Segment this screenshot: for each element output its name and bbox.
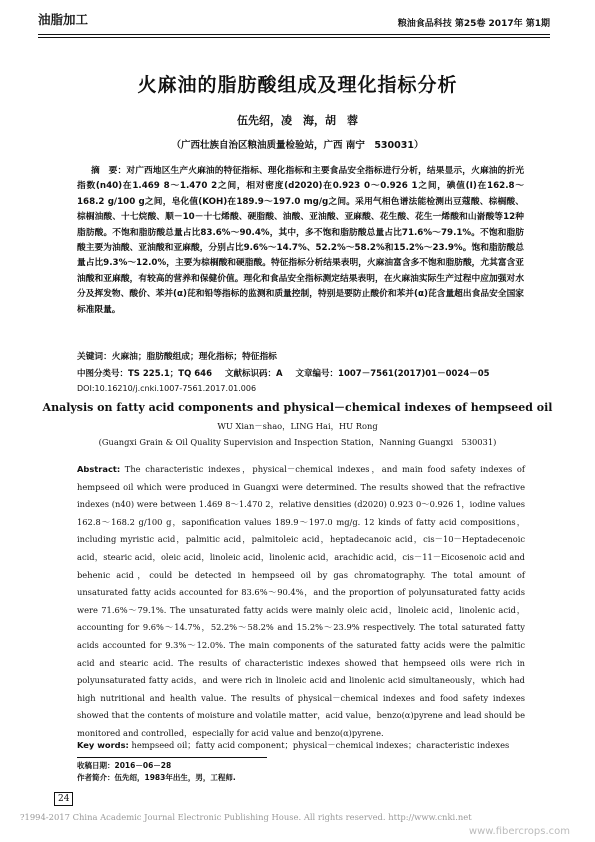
received-date: 收稿日期：2016－06－28 (77, 761, 172, 770)
abstract-chinese-label: 摘 要： (91, 166, 127, 176)
abstract-chinese (77, 164, 524, 318)
document-code: 文献标识码：A (224, 369, 283, 379)
copyright-footer: ?1994-2017 China Academic Journal Electronic Publishing House. All rights reserved. http://www.cnki.net (20, 812, 472, 822)
page-number: 24 (54, 792, 73, 806)
journal-section-label: 油脂加工 (38, 12, 89, 27)
keywords-english-label: Key words: (77, 740, 129, 750)
doi: DOI:10.16210/j.cnki.1007-7561.2017.01.006 (77, 384, 257, 393)
keywords-english (77, 739, 525, 751)
keywords-chinese-text: 火麻油；脂肪酸组成；理化指标；特征指标 (111, 352, 277, 362)
header-rule-thick (38, 34, 550, 35)
keywords-chinese-label: 关键词： (77, 352, 112, 362)
watermark: www.fibercrops.com (468, 826, 570, 837)
keywords-chinese (77, 350, 527, 362)
authors-english: WU Xian－shao，LING Hai，HU Rong (217, 421, 378, 431)
author-bio: 作者简介：伍先绍，1983年出生，男，工程师. (77, 773, 236, 782)
issue-info: 粮油食品科技 第25卷 2017年 第1期 (397, 19, 550, 29)
title-english: Analysis on fatty acid components and physical－chemical indexes of hempseed oil (42, 401, 553, 414)
abstract-chinese-text: 对广西地区生产火麻油的特征指标、理化指标和主要食品安全指标进行分析，结果显示，火麻油的折光指数(n40)在1.469 8～1.470 2之间，相对密度(d2020)在0.923 0～0.926 1之间，碘值(I)在162.8～168.2 g/100 g之间，皂化值(KOH)在189.9～197.0 mg/g之间。采用气相色谱法能检测出豆蔻酸、棕榈酸、棕榈油酸、十七烷酸、顺－10－十七烯酸、硬脂酸、油酸、亚油酸、亚麻酸、花生酸、花生一烯酸和山嵛酸等12种脂肪酸。不饱和脂肪酸总量占比83.6%～90.4%，其中，多不饱和脂肪酸总量占比71.6%～79.1%。不饱和脂肪酸主要为油酸、亚油酸和亚麻酸，分别占比9.6%～14.7%、52.2%～58.2%和15.2%～23.9%。饱和脂肪酸总量占比9.3%～12.0%，主要为棕榈酸和硬脂酸。特征指标分析结果表明，火麻油富含多不饱和脂肪酸，尤其富含亚油酸和亚麻酸，有较高的营养和保健价值。理化和食品安全指标测定结果表明，在火麻油实际生产过程中应加强对水分及挥发物、酸价、苯并(α)芘和铅等指标的监测和质量控制，特别是要防止酸价和苯并(α)芘含量超出食品安全国家标准限量。 (77, 166, 524, 315)
abstract-english-text: The characteristic indexes，physical－chemical indexes，and main food safety indexes of hempseed oil which were produced in Guangxi were determined. The results showed that the refractive indexes (n40) were between 1.469 8～1.470 2，relative densities (d2020) 0.923 0～0.926 1，iodine values 162.8～168.2 g/100 g，saponification values 189.9～197.0 mg/g. 12 kinds of fatty acid compositions，including myristic acid，palmitic acid，palmitoleic acid，heptadecanoic acid，cis－10－Heptadecenoic acid，stearic acid，oleic acid，linoleic acid，linolenic acid，arachidic acid，cis－11－Eicosenoic acid and behenic acid，could be detected in hempseed oil by gas chromatography. The total amount of unsaturated fatty acids accounted for 83.6%～90.4%，and the proportion of polyunsaturated fatty acids were 71.6%～79.1%. The unsaturated fatty acids were mainly oleic acid，linoleic acid，linolenic acid，accounting for 9.6%～14.7%，52.2%～58.2% and 15.2%～23.9% respectively. The total saturated fatty acids accounted for 9.3%～12.0%. The main components of the saturated fatty acids were the palmitic acid and stearic acid. The results of characteristic indexes showed that hempseed oils were rich in polyunsaturated fatty acids，and were rich in linoleic acid and linolenic acid simultaneously，which had high nutritional and health value. The results of physical－chemical indexes and food safety indexes showed that the contents of moisture and volatile matter，acid value，benzo(α)pyrene and lead should be monitored and controlled，especially for acid value and benzo(α)pyrene. (77, 464, 526, 738)
page-header (38, 8, 550, 34)
article-number: 文章编号：1007－7561(2017)01－0024－05 (295, 369, 490, 379)
footnote-rule (77, 757, 267, 758)
clc-number: 中图分类号：TS 225.1；TQ 646 (77, 369, 212, 379)
affiliation-english: (Guangxi Grain & Oil Quality Supervision and Inspection Station，Nanning Guangxi 530031) (98, 437, 497, 447)
keywords-english-text: hempseed oil；fatty acid component；physical－chemical indexes；characteristic indexes (131, 740, 510, 750)
header-rule-thin (38, 37, 550, 38)
authors-chinese: 伍先绍，凌 海，胡 蓉 (237, 114, 358, 127)
title-chinese: 火麻油的脂肪酸组成及理化指标分析 (137, 74, 458, 96)
abstract-english (77, 461, 525, 743)
classification-line (77, 367, 547, 379)
affiliation-chinese: （广西壮族自治区粮油质量检验站，广西 南宁 530031） (171, 140, 424, 151)
abstract-english-label: Abstract: (77, 464, 121, 474)
